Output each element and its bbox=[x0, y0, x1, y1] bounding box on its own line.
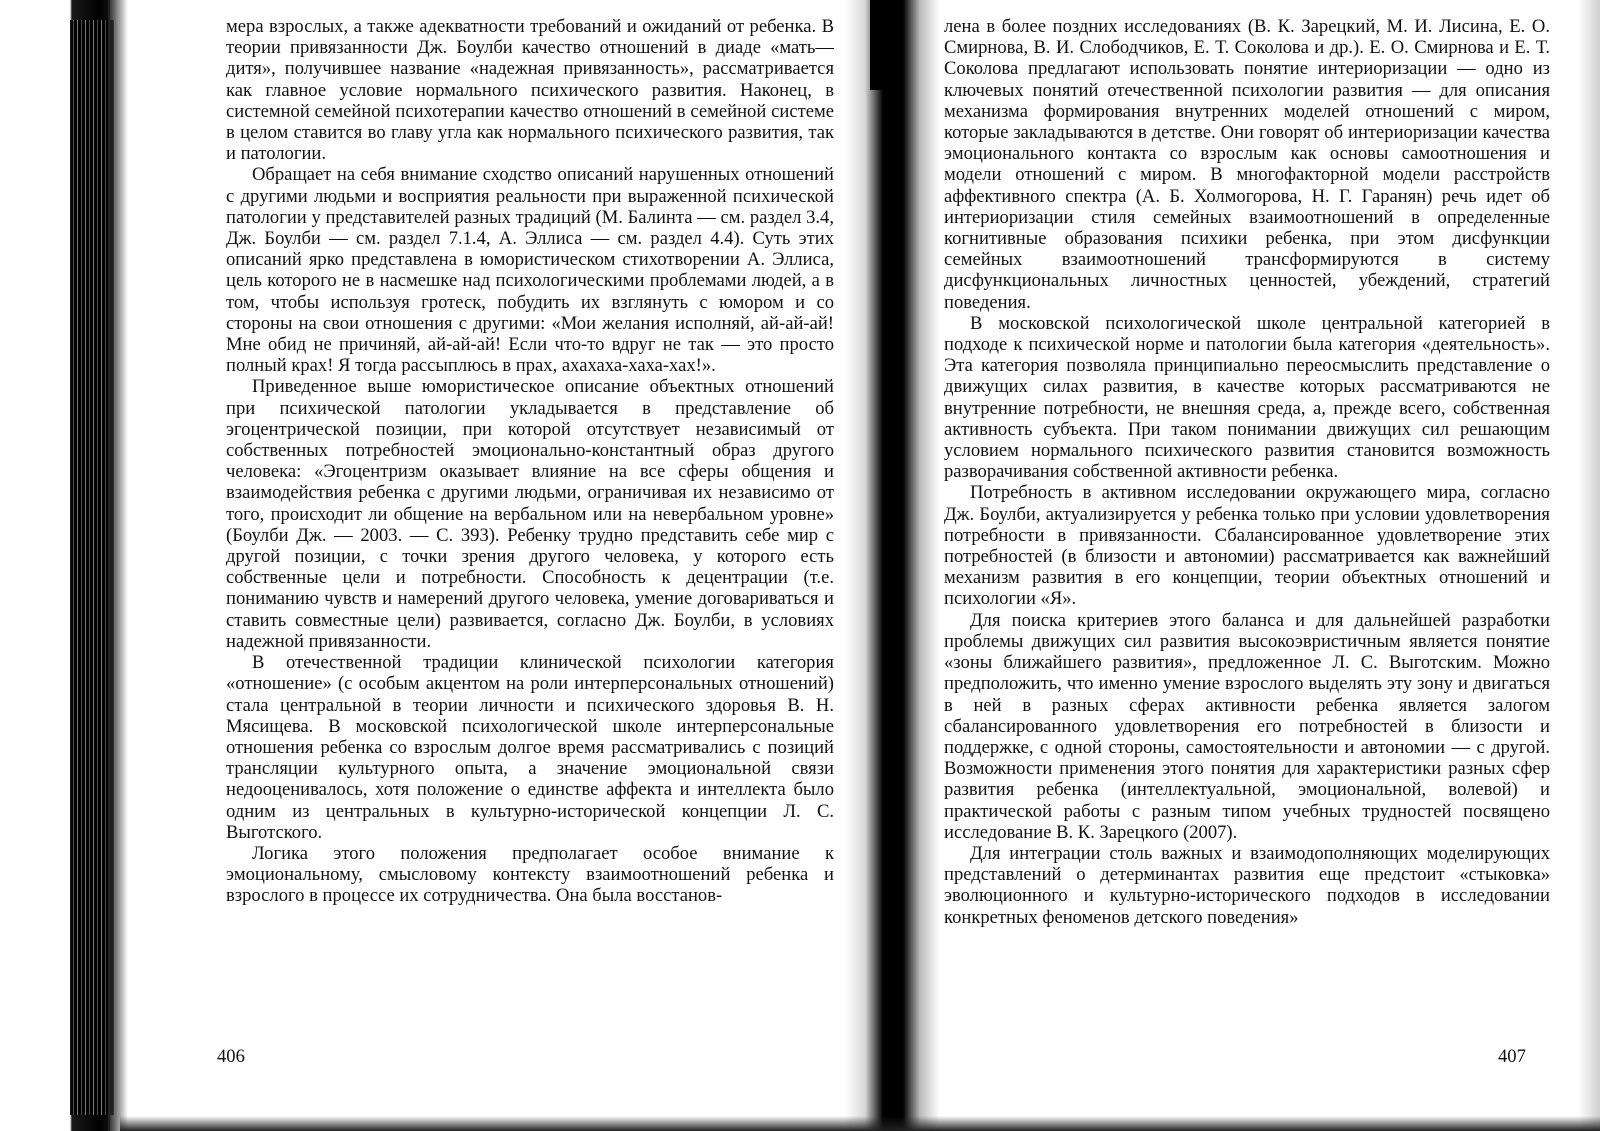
left-paragraph-3: Приведенное выше юмористическое описание объектных отношений при психической патологии укладывается в представление об эгоцентрической позиции, при которой отсутствует независимый от собственных потребностей эмоционально-константный образ другого человека: «Эгоцентризм оказывает влияние на все сферы общения и взаимодействия ребенка с другими людьми, ограничивая их независимо от того, происходит ли общение на вербальном или на невербальном уровне» (Боулби Дж. — 2003. — С. 393). Ребенку трудно представить себе мир с другой позиции, с точки зрения другого человека, у которого есть собственные цели и потребности. Способность к децентрации (т.е. пониманию чувств и намерений другого человека, умение договариваться и ставить совместные цели) развивается, согласно Дж. Боулби, в условиях надежной привязанности. bbox=[226, 376, 834, 652]
gutter-top-shadow bbox=[870, 0, 900, 90]
scan-right-edge bbox=[1578, 0, 1600, 1131]
right-paragraph-2: В московской психологической школе центральной категорией в подходе к психической норме и патологии была категория «деятельность». Эта категория позволяла принципиально переосмыслить представление о движущих силах развития, в качестве которых рассматриваются не внутренние потребности, не внешняя среда, а, прежде всего, собственная активность субъекта. При таком понимании движущих сил решающим условием нормального психического развития становится возможность разворачивания собственной активности ребенка. bbox=[944, 312, 1550, 483]
left-paragraph-2: Обращает на себя внимание сходство описаний нарушенных отношений с другими людьми и восприятия реальности при выраженной психической патологии у представителей разных традиций (М. Балинта — см. раздел 3.4, Дж. Боулби — см. раздел 7.1.4, А. Эллиса — см. раздел 4.4). Суть этих описаний ярко представлена в юмористическом стихотворении А. Эллиса, цель которого не в насмешке над психологическими проблемами людей, а в том, чтобы используя гротеск, побудить их взглянуть с юмором и со стороны на свои отношения с другими: «Мои желания исполняй, ай-ай-ай! Мне обид не причиняй, ай-ай-ай! Если что-то вдруг не так — это просто полный крах! Я тогда рассыплюсь в прах, ахахаха-хаха-хах!». bbox=[226, 164, 834, 377]
left-page-number: 406 bbox=[217, 1046, 245, 1067]
right-page-number: 407 bbox=[1498, 1046, 1526, 1067]
left-page-body bbox=[226, 16, 834, 907]
right-page-body bbox=[944, 16, 1550, 928]
right-paragraph-4: Для поиска критериев этого баланса и для дальнейшей разработки проблемы движущих сил развития высокоэвристичным является понятие «зоны ближайшего развития», предложенное Л. С. Выготским. Можно предположить, что именно умение взрослого выделять эту зону и двигаться в ней в разных сферах активности ребенка является залогом сбалансированного удовлетворения его потребностей в близости и поддержке, с одной стороны, самостоятельности и автономии — с другой. Возможности применения этого понятия для характеристики разных сфер развития ребенка (интеллектуальной, эмоциональной, волевой) и практической работы с разным типом учебных трудностей посвящено исследование В. К. Зарецкого (2007). bbox=[944, 609, 1550, 843]
left-paragraph-5: Логика этого положения предполагает особое внимание к эмоциональному, смысловому контексту взаимоотношений ребенка и взрослого в процессе их сотрудничества. Она была восстанов- bbox=[226, 842, 834, 907]
book-gutter bbox=[845, 0, 940, 1131]
scan-left-shadow bbox=[108, 0, 128, 1131]
left-paragraph-4: В отечественной традиции клинической психологии категория «отношение» (с особым акцентом на роли интерперсональных отношений) стала центральной в теории личности и психического здоровья В. Н. Мясищева. В московской психологической школе интерперсональные отношения ребенка со взрослым долгое время рассматривались с позиций трансляции культурного опыта, а значение эмоциональной связи недооценивалось, хотя положение о единстве аффекта и интеллекта было одним из центральных в культурно-исторической концепции Л. С. Выготского. bbox=[226, 652, 834, 843]
right-paragraph-1: лена в более поздних исследованиях (В. К. Зарецкий, М. И. Лисина, Е. О. Смирнова, В. И. Слободчиков, Е. Т. Соколова и др.). Е. О. Смирнова и Е. Т. Соколова предлагают использовать понятие интериоризации — одно из ключевых понятий отечественной психологии развития — для описания механизма формирования внутренних моделей отношений с миром, которые закладываются в детстве. Они говорят об интериоризации качества эмоционального контакта со взрослым как основы самоотношения и модели отношений с миром. В многофакторной модели расстройств аффективного спектра (А. Б. Холмогорова, Н. Г. Гаранян) речь идет об интериоризации стиля семейных взаимоотношений в определенные когнитивные образования психики ребенка, при этом дисфункции семейных взаимоотношений трансформируются в систему дисфункциональных личностных ценностей, убеждений, стратегий поведения. bbox=[944, 16, 1550, 313]
right-paragraph-5: Для интеграции столь важных и взаимодополняющих моделирующих представлений о детерминантах развития еще предстоит «стыковка» эволюционного и культурно-исторического подходов в исследовании конкретных феноменов детского поведения» bbox=[944, 842, 1550, 928]
left-paragraph-1: мера взрослых, а также адекватности требований и ожиданий от ребенка. В теории привязанности Дж. Боулби качество отношений в диаде «мать—дитя», получившее название «надежная привязанность», рассматривается как главное условие нормального психического развития. Наконец, в системной семейной психотерапии качество отношений в семейной системе в целом ставится во главу угла как нормального психического развития, так и патологии. bbox=[226, 16, 834, 165]
scan-bottom-shadow bbox=[120, 1116, 1600, 1131]
right-paragraph-3: Потребность в активном исследовании окружающего мира, согласно Дж. Боулби, актуализируется у ребенка только при условии удовлетворения потребности в привязанности. Сбалансированное удовлетворение этих потребностей (в близости и автономии) рассматривается как важнейший механизм развития в его концепции, теории объектных отношений и психологии «Я». bbox=[944, 482, 1550, 610]
